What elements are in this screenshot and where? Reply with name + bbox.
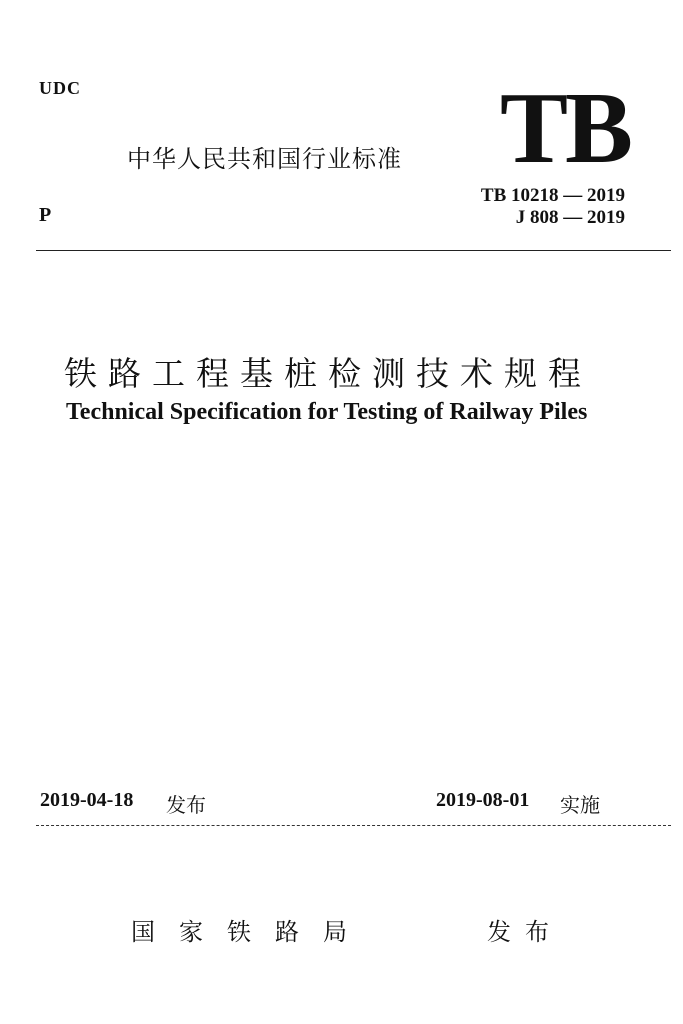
footer-divider — [36, 825, 671, 826]
issue-label: 发布 — [487, 918, 563, 946]
standard-number: TB 10218 — 2019 — [480, 185, 625, 206]
issuing-authority: 国家铁路局 — [131, 918, 371, 946]
document-title-chinese: 铁路工程基桩检测技术规程 — [64, 354, 592, 393]
classification-code: P — [39, 204, 52, 226]
release-label: 发布 — [166, 793, 206, 817]
header-divider — [36, 250, 671, 251]
udc-label: UDC — [39, 78, 81, 98]
effective-date: 2019-08-01 — [436, 789, 530, 811]
standard-category: 中华人民共和国行业标准 — [127, 145, 402, 173]
document-title-english: Technical Specification for Testing of Railway Piles — [66, 399, 588, 425]
tb-logo: TB — [500, 72, 631, 185]
effective-label: 实施 — [560, 793, 600, 817]
release-date: 2019-04-18 — [40, 789, 134, 811]
record-number: J 808 — 2019 — [515, 207, 625, 228]
